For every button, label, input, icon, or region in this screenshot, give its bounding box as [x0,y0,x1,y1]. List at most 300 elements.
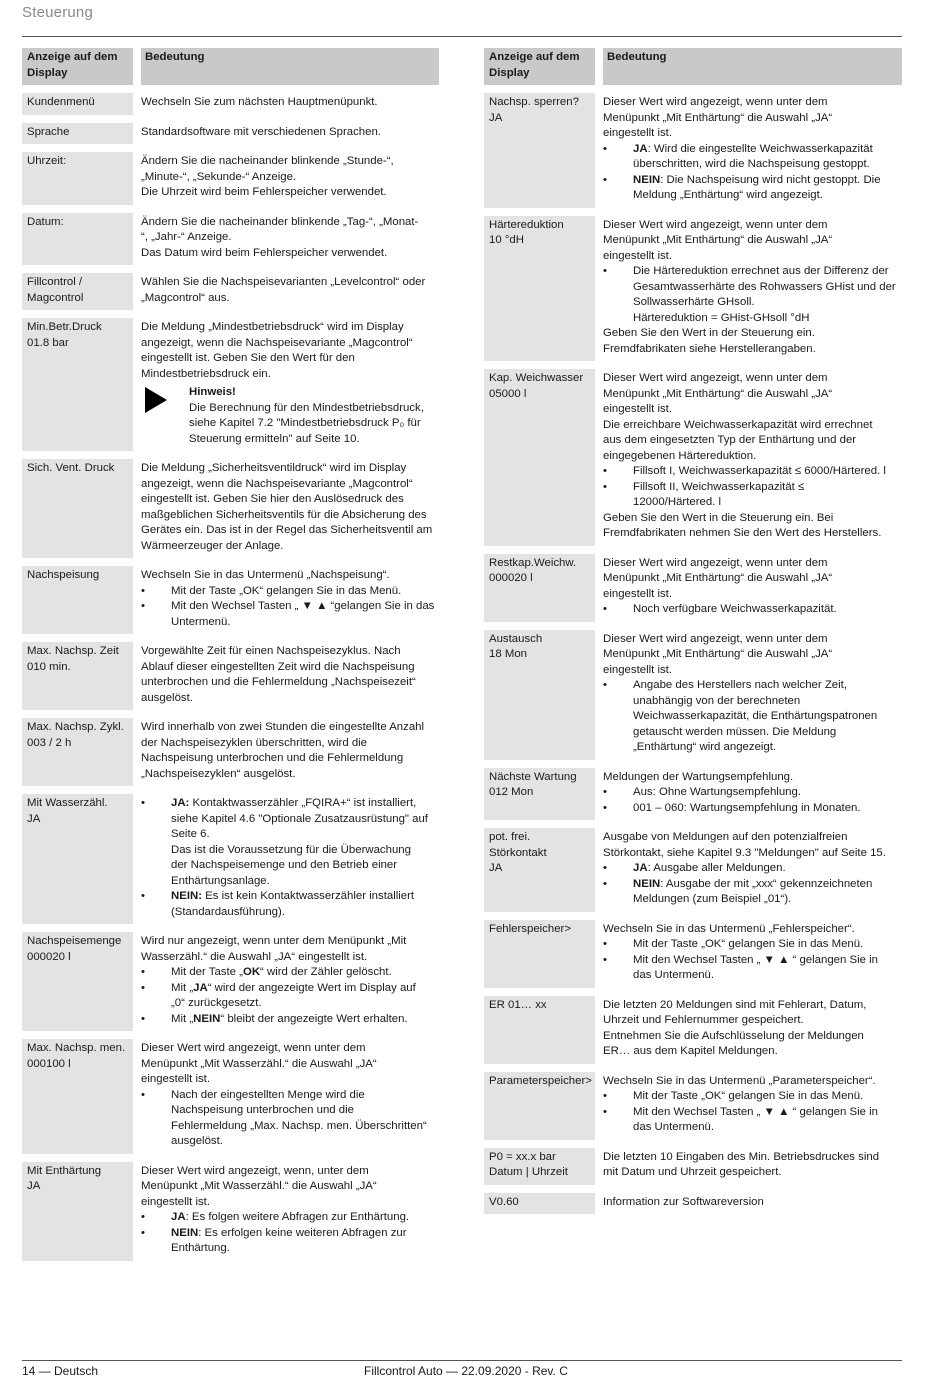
display-cell [484,216,595,362]
meaning-text: Wählen Sie die Nachspeisevarianten „Levelcontrol“ oder [141,276,426,288]
bullet-list [141,1088,439,1150]
bullet-item [141,1210,439,1226]
column-header-display: Anzeige auf dem Display [22,48,133,85]
table-row [22,566,439,634]
bullet-item [603,1089,902,1105]
bullet-text: • 001 – 060: Wartungsempfehlung in Monaten. [633,801,861,814]
display-text: 05000 l [489,387,527,400]
meaning-cell [603,768,902,821]
bullet-text: das Untermenü. [633,969,715,981]
display-text: Max. Nachsp. men. [27,1042,126,1054]
meaning-text: Menüpunkt „Mit Enthärtung“ die Auswahl „JA“ [603,572,833,584]
meaning-text: Menüpunkt „Mit Enthärtung“ die Auswahl „JA“ [603,387,833,400]
bullet-list [141,1210,439,1257]
bullet-keyword: NEIN: [171,890,203,902]
meaning-cell [141,642,439,710]
meaning-cell [141,718,439,786]
bullet-item [603,801,902,817]
table-row [484,1148,902,1185]
bullet-item [603,480,902,511]
meaning-text: mit Datum und Uhrzeit gespeichert. [603,1166,782,1178]
bullet-text: • JA: Ausgabe aller Meldungen. [633,862,786,874]
meaning-cell [603,1148,902,1185]
display-text: 000100 l [27,1057,71,1070]
table-row [484,1193,902,1215]
bullet-text: • JA: Es folgen weitere Abfragen zur Enthärtung. [171,1211,410,1223]
table-row [484,93,902,208]
hint-text: Steuerung ermitteln" auf Seite 10. [189,432,360,445]
bullet-text: • Angabe des Herstellers nach welcher Zeit, [633,679,847,691]
hint-title: Hinweis! [189,386,236,398]
meaning-text: Die erreichbare Weichwasserkapazität wird errechnet [603,418,873,431]
bullet-text: • Mit „NEIN“ bleibt der angezeigte Wert erhalten. [171,1012,408,1025]
bullet-keyword: JA [633,862,648,874]
table-row [484,920,902,988]
display-text: 012 Mon [489,786,534,798]
display-text: 010 min. [27,660,71,673]
display-text: Fillcontrol / [27,276,83,288]
display-cell [22,794,133,924]
bullet-list [603,602,902,618]
meaning-text: Ausgabe von Meldungen auf den potenzialfreien [603,831,848,843]
bullet-item [603,173,902,204]
bullet-item [603,937,902,953]
bullet-text: • NEIN: Die Nachspeisung wird nicht gestoppt. Die [633,173,881,186]
meaning-text: Wird nur angezeigt, wenn unter dem Menüpunkt „Mit [141,935,407,947]
bullet-text: Weichwasserkapazität, die Enthärtungspatronen [633,710,878,722]
bullet-text: siehe Kapitel 4.6 "Optionale Zusatzausrüstung" auf [171,812,428,825]
table-row [22,93,439,115]
bullet-item [141,584,439,600]
bullet-item [141,889,439,920]
meaning-cell [141,93,439,115]
bullet-text: „Enthärtung“ wird angezeigt. [633,741,777,753]
display-text: Kap. Weichwasser [489,372,584,384]
display-text: Restkap.Weichw. [489,556,577,569]
meaning-text: angezeigt, wenn die Nachspeisevariante „Magcontrol“ [141,336,413,349]
display-cell [484,828,595,912]
display-cell [22,642,133,710]
display-text: V0.60 [489,1195,519,1208]
meaning-text: Ablauf dieser eingestellten Zeit wird die Nachspeisung [141,660,415,673]
bullet-text: • Mit den Wechsel Tasten „ ▼ ▲ “gelangen Sie in das [171,600,435,612]
meaning-text: maßgeblichen Sicherheitsventils für die Absicherung des [141,508,427,521]
display-text: Mit Wasserzähl. [27,797,108,809]
display-text: Magcontrol [27,291,84,304]
display-cell [484,768,595,821]
meaning-cell [603,554,902,622]
meaning-text: eingestellt ist. [141,1195,211,1208]
bullet-text: Gesamtwasserhärte des Rohwassers GHist und der [633,280,896,293]
meaning-text: Dieser Wert wird angezeigt, wenn unter dem [603,632,828,645]
bullet-text: unabhängig von der berechneten [633,694,801,707]
bullet-text: Das ist die Voraussetzung für die Überwachung [171,843,411,856]
meaning-text: eingestellt ist. Geben Sie den Wert für den [141,352,355,364]
bullet-text: Untermenü. [171,615,231,628]
meaning-cell [141,566,439,634]
bullet-text: Sollwasserhärte GHsoll. [633,296,755,308]
display-cell [22,93,133,115]
display-cell [484,1148,595,1185]
bullet-text: das Untermenü. [633,1121,715,1133]
display-text: JA [27,812,41,825]
meaning-text: Geben Sie den Wert in die Steuerung ein. Bei [603,511,834,524]
document-info: Fillcontrol Auto — 22.09.2020 - Rev. C [364,1364,568,1378]
display-text: 18 Mon [489,648,527,660]
meaning-cell [141,1162,439,1261]
display-text: P0 = xx.x bar [489,1150,556,1163]
meaning-text: Mindestbetriebsdruck ein. [141,367,271,380]
bullet-text: 12000/Härtered. l [633,496,722,508]
meaning-text: Die Meldung „Sicherheitsventildruck“ wird im Display [141,462,407,474]
meaning-text: Meldungen der Wartungsempfehlung. [603,770,794,783]
meaning-text: Die letzten 10 Eingaben des Min. Betriebsdruckes sind [603,1150,880,1163]
meaning-text: ER… aus dem Kapitel Meldungen. [603,1045,778,1057]
bullet-list [141,584,439,631]
table-row [484,828,902,912]
display-text: Datum | Uhrzeit [489,1166,568,1178]
table-row [22,642,439,710]
meaning-cell [141,318,439,451]
display-text: Sprache [27,125,70,138]
display-text: 10 °dH [489,234,524,246]
bullet-item [603,877,902,908]
meaning-text: ausgelöst. [141,691,193,704]
bullet-keyword: JA [633,142,648,155]
bullet-item [141,1226,439,1257]
display-text: Min.Betr.Druck [27,321,102,333]
display-cell [22,273,133,310]
table-row [22,213,439,266]
meaning-text: Dieser Wert wird angezeigt, wenn unter dem [141,1042,366,1054]
bullet-text: Meldungen (zum Beispiel „01“). [633,893,792,905]
display-text: Austausch [489,632,543,645]
meaning-text: angezeigt, wenn die Nachspeisevariante „Magcontrol“ [141,477,413,490]
meaning-cell [603,920,902,988]
display-text: 01.8 bar [27,336,69,349]
bullet-keyword: NEIN [171,1226,199,1239]
meaning-text: Wechseln Sie zum nächsten Hauptmenüpunkt. [141,96,378,108]
bullet-text: • Fillsoft I, Weichwasserkapazität ≤ 6000/Härtered. l [633,465,886,477]
display-cell [22,1039,133,1154]
meaning-text: Ändern Sie die nacheinander blinkende „Tag-“, „Monat- [141,215,419,228]
table-right [484,48,902,1222]
bullet-text: • Fillsoft II, Weichwasserkapazität ≤ [633,480,805,493]
display-text: 000020 l [27,950,71,963]
table-row [22,932,439,1031]
meaning-text: Menüpunkt „Mit Wasserzähl.“ die Auswahl „JA“ [141,1180,377,1192]
bullet-text: • NEIN: Es ist kein Kontaktwasserzähler installiert [171,890,415,902]
bullet-keyword: NEIN [633,877,661,890]
meaning-cell [603,93,902,208]
meaning-text: Information zur Softwareversion [603,1195,764,1208]
bullet-text: • Mit „JA“ wird der angezeigte Wert im Display auf [171,981,416,994]
meaning-text: eingestellt ist. [603,403,673,415]
meaning-text: Geben Sie den Wert in der Steuerung ein. [603,327,815,339]
meaning-text: Fremdfabrikaten siehe Herstellerangaben. [603,342,816,355]
display-cell [22,566,133,634]
display-cell [22,318,133,451]
bullet-text: • Mit der Taste „OK“ wird der Zähler gelöscht. [171,966,392,978]
display-text: Fehlerspeicher> [489,922,571,935]
display-cell [22,1162,133,1261]
meaning-cell [141,152,439,205]
meaning-text: Vorgewählte Zeit für einen Nachspeisezyklus. Nach [141,645,401,657]
meaning-text: eingestellt ist. [603,587,673,600]
meaning-text: der Nachspeisezyklen überschritten, wird die [141,736,368,749]
display-text: Parameterspeicher> [489,1074,592,1087]
bullet-text: Enthärtung. [171,1242,230,1254]
table-row [22,459,439,558]
bullet-item [603,785,902,801]
meaning-text: Störkontakt, siehe Kapitel 9.3 "Meldungen" auf Seite 15. [603,846,886,859]
meaning-cell [603,216,902,362]
table-row [484,216,902,362]
meaning-text: Standardsoftware mit verschiedenen Sprachen. [141,125,381,138]
bullet-text: (Standardausführung). [171,905,285,918]
bullet-item [603,602,902,618]
bullet-text: • Mit der Taste „OK“ gelangen Sie in das Menü. [633,1090,864,1102]
bullet-item [603,953,902,984]
bullet-list [603,785,902,816]
meaning-text: Gerätes ein. Das ist in der Regel das Sicherheitsventil am [141,524,433,536]
meaning-text: „Nachspeisezyklen“ ausgelöst. [141,767,296,780]
display-text: Kundenmenü [27,96,95,108]
table-row [22,123,439,145]
display-text: Uhrzeit: [27,155,67,167]
table-row [484,554,902,622]
table-row [484,996,902,1064]
bullet-text: „0“ zurückgesetzt. [171,997,262,1009]
meaning-text: Menüpunkt „Mit Enthärtung“ die Auswahl „JA“ [603,648,833,660]
display-text: JA [27,1180,41,1192]
meaning-text: eingestellt ist. [603,249,673,262]
bullet-text: • Mit den Wechsel Tasten „ ▼ ▲ “ gelangen Sie in [633,953,878,966]
header-divider [22,36,902,37]
meaning-text: unterbrochen und die Fehlermeldung „Nachspeisezeit“ [141,676,416,688]
meaning-text: Ändern Sie die nacheinander blinkende „Stunde-“, [141,155,394,167]
display-text: 000020 l [489,572,533,584]
meaning-cell [141,273,439,310]
display-text: ER 01… xx [489,998,547,1011]
meaning-cell [603,369,902,546]
table-row [22,318,439,451]
bullet-text: getauscht werden müssen. Die Meldung [633,725,837,738]
meaning-text: aus dem eingesetzten Typ der Enthärtung und der [603,434,857,446]
display-cell [22,213,133,266]
bullet-text: Seite 6. [171,828,210,840]
bullet-keyword: NEIN [633,173,661,186]
bullet-list [603,937,902,984]
display-cell [484,630,595,760]
meaning-cell [603,630,902,760]
meaning-text: „Minute-“, „Sekunde-“ Anzeige. [141,170,297,183]
meaning-text: Menüpunkt „Mit Wasserzähl.“ die Auswahl „JA“ [141,1057,377,1070]
table-header-row [22,48,439,85]
table-header-row [484,48,902,85]
meaning-text: Dieser Wert wird angezeigt, wenn unter dem [603,372,828,384]
meaning-cell [141,459,439,558]
bullet-text: Nachspeisung unterbrochen und die [171,1104,355,1116]
meaning-text: Uhrzeit und Fehlernummer gespeichert. [603,1014,804,1026]
bullet-item [141,981,439,1012]
table-row [484,630,902,760]
meaning-cell [141,213,439,266]
bullet-item [141,796,439,889]
table-row [484,1072,902,1140]
bullet-text: ausgelöst. [171,1135,223,1147]
bullet-list [603,142,902,204]
meaning-text: Entnehmen Sie die Aufschlüsselung der Meldungen [603,1029,864,1042]
table-row [22,718,439,786]
table-left [22,48,439,1269]
bullet-text: • NEIN: Ausgabe der mit „xxx“ gekennzeichneten [633,877,873,890]
bullet-item [603,264,902,326]
meaning-text: Fremdfabrikaten nehmen Sie den Wert des Herstellers. [603,527,882,539]
bullet-list [603,264,902,326]
display-text: 003 / 2 h [27,736,72,749]
bullet-keyword: NEIN [193,1012,221,1025]
meaning-text: eingegebenen Härtereduktion. [603,449,757,462]
hint-arrow-icon [145,387,167,413]
meaning-text: Wechseln Sie in das Untermenü „Fehlerspeicher“. [603,922,855,935]
display-text: Nächste Wartung [489,770,577,783]
display-text: Max. Nachsp. Zeit [27,645,119,657]
bullet-text: überschritten, wird die Nachspeisung gestoppt. [633,158,870,170]
meaning-cell [603,1072,902,1140]
bullet-text: Enthärtungsanlage. [171,874,270,887]
table-row [22,273,439,310]
meaning-text: Dieser Wert wird angezeigt, wenn unter dem [603,556,828,569]
bullet-keyword: JA [171,1211,186,1223]
bullet-text: • Nach der eingestellten Menge wird die [171,1088,365,1101]
hint-text: siehe Kapitel 7.2 "Mindestbetriebsdruck P₀ für [189,417,421,429]
bullet-text: Härtereduktion = GHist-GHsoll °dH [633,311,810,324]
bullet-text: • NEIN: Es erfolgen keine weiteren Abfragen zur [171,1226,407,1239]
display-text: Nachspeisung [27,569,100,581]
display-cell [484,369,595,546]
meaning-text: „Magcontrol“ aus. [141,291,230,304]
meaning-text: eingestellt ist. Geben Sie hier den Auslösedruck des [141,493,404,505]
column-header-meaning: Bedeutung [141,48,439,85]
meaning-text: Menüpunkt „Mit Enthärtung“ die Auswahl „JA“ [603,234,833,246]
bullet-text: • Die Härtereduktion errechnet aus der Differenz der [633,265,889,277]
meaning-cell [603,1193,902,1215]
bullet-item [141,965,439,981]
display-text: Nachsp. sperren? [489,96,579,108]
table-row [22,1162,439,1261]
display-cell [22,718,133,786]
meaning-text: Die Uhrzeit wird beim Fehlerspeicher verwendet. [141,186,387,198]
bullet-text: • JA: Wird die eingestellte Weichwasserkapazität [633,142,873,155]
bullet-text: • Mit der Taste „OK“ gelangen Sie in das Menü. [633,938,864,950]
meaning-text: Nachspeisung unterbrochen und die Fehlermeldung [141,752,404,764]
display-text: Max. Nachsp. Zykl. [27,721,124,733]
display-text: Härtereduktion [489,218,564,231]
footer-divider [22,1360,902,1361]
display-cell [484,996,595,1064]
meaning-cell [141,794,439,924]
bullet-list [141,796,439,920]
bullet-text: • Mit der Taste „OK“ gelangen Sie in das Menü. [171,584,402,597]
bullet-keyword: OK [242,966,261,978]
meaning-text: Dieser Wert wird angezeigt, wenn unter dem [603,218,828,231]
meaning-text: Die letzten 20 Meldungen sind mit Fehlerart, Datum, [603,998,867,1011]
display-cell [22,152,133,205]
bullet-item [603,464,902,480]
table-row [22,152,439,205]
meaning-text: Wechseln Sie in das Untermenü „Parameterspeicher“. [603,1074,876,1087]
bullet-text: Meldung „Enthärtung“ wird angezeigt. [633,189,823,201]
meaning-text: Wärmeerzeuger der Anlage. [141,539,284,552]
bullet-item [603,861,902,877]
display-text: Störkontakt [489,846,547,859]
hint-text: Die Berechnung für den Mindestbetriebsdruck, [189,401,424,414]
meaning-text: eingestellt ist. [603,663,673,676]
display-text: Sich. Vent. Druck [27,462,115,474]
meaning-text: Das Datum wird beim Fehlerspeicher verwendet. [141,246,388,259]
bullet-text: • Noch verfügbare Weichwasserkapazität. [633,603,837,615]
display-cell [22,459,133,558]
meaning-text: Dieser Wert wird angezeigt, wenn, unter dem [141,1164,369,1177]
meaning-text: eingestellt ist. [603,127,673,139]
bullet-item [141,1088,439,1150]
display-cell [484,1072,595,1140]
table-row [22,794,439,924]
meaning-cell [141,123,439,145]
display-text: JA [489,111,503,124]
bullet-item [603,142,902,173]
hint-box [141,385,439,447]
bullet-list [603,861,902,908]
table-row [22,1039,439,1154]
display-text: Nachspeisemenge [27,935,122,947]
meaning-cell [141,932,439,1031]
meaning-cell [603,828,902,912]
display-cell [22,123,133,145]
table-row [484,369,902,546]
meaning-text: “, „Jahr-“ Anzeige. [141,231,232,243]
bullet-item [141,599,439,630]
bullet-text: • Mit den Wechsel Tasten „ ▼ ▲ “ gelangen Sie in [633,1105,878,1118]
bullet-text: • JA: Kontaktwasserzähler „FQIRA+“ ist installiert, [171,797,417,809]
table-row [484,768,902,821]
display-text: Mit Enthärtung [27,1164,102,1177]
meaning-text: Menüpunkt „Mit Enthärtung“ die Auswahl „JA“ [603,111,833,124]
bullet-text: Fehlermeldung „Max. Nachsp. men. Überschritten“ [171,1119,427,1132]
meaning-text: eingestellt ist. [141,1073,211,1085]
bullet-list [603,464,902,511]
column-header-display: Anzeige auf dem Display [484,48,595,85]
display-cell [484,1193,595,1215]
meaning-text: Die Meldung „Mindestbetriebsdruck“ wird im Display [141,321,404,333]
bullet-text: • Aus: Ohne Wartungsempfehlung. [633,786,802,798]
bullet-item [141,1012,439,1028]
display-cell [484,554,595,622]
display-cell [22,932,133,1031]
bullet-list [603,1089,902,1136]
page-number: 14 — Deutsch [22,1364,99,1378]
bullet-item [603,1105,902,1136]
bullet-item [603,678,902,756]
display-text: Datum: [27,215,64,228]
display-text: pot. frei. [489,831,531,843]
column-header-meaning: Bedeutung [603,48,902,85]
meaning-text: Wird innerhalb von zwei Stunden die eingestellte Anzahl [141,721,425,733]
meaning-cell [603,996,902,1064]
meaning-text: Wechseln Sie in das Untermenü „Nachspeisung“. [141,569,390,581]
meaning-text: Dieser Wert wird angezeigt, wenn unter dem [603,96,828,108]
